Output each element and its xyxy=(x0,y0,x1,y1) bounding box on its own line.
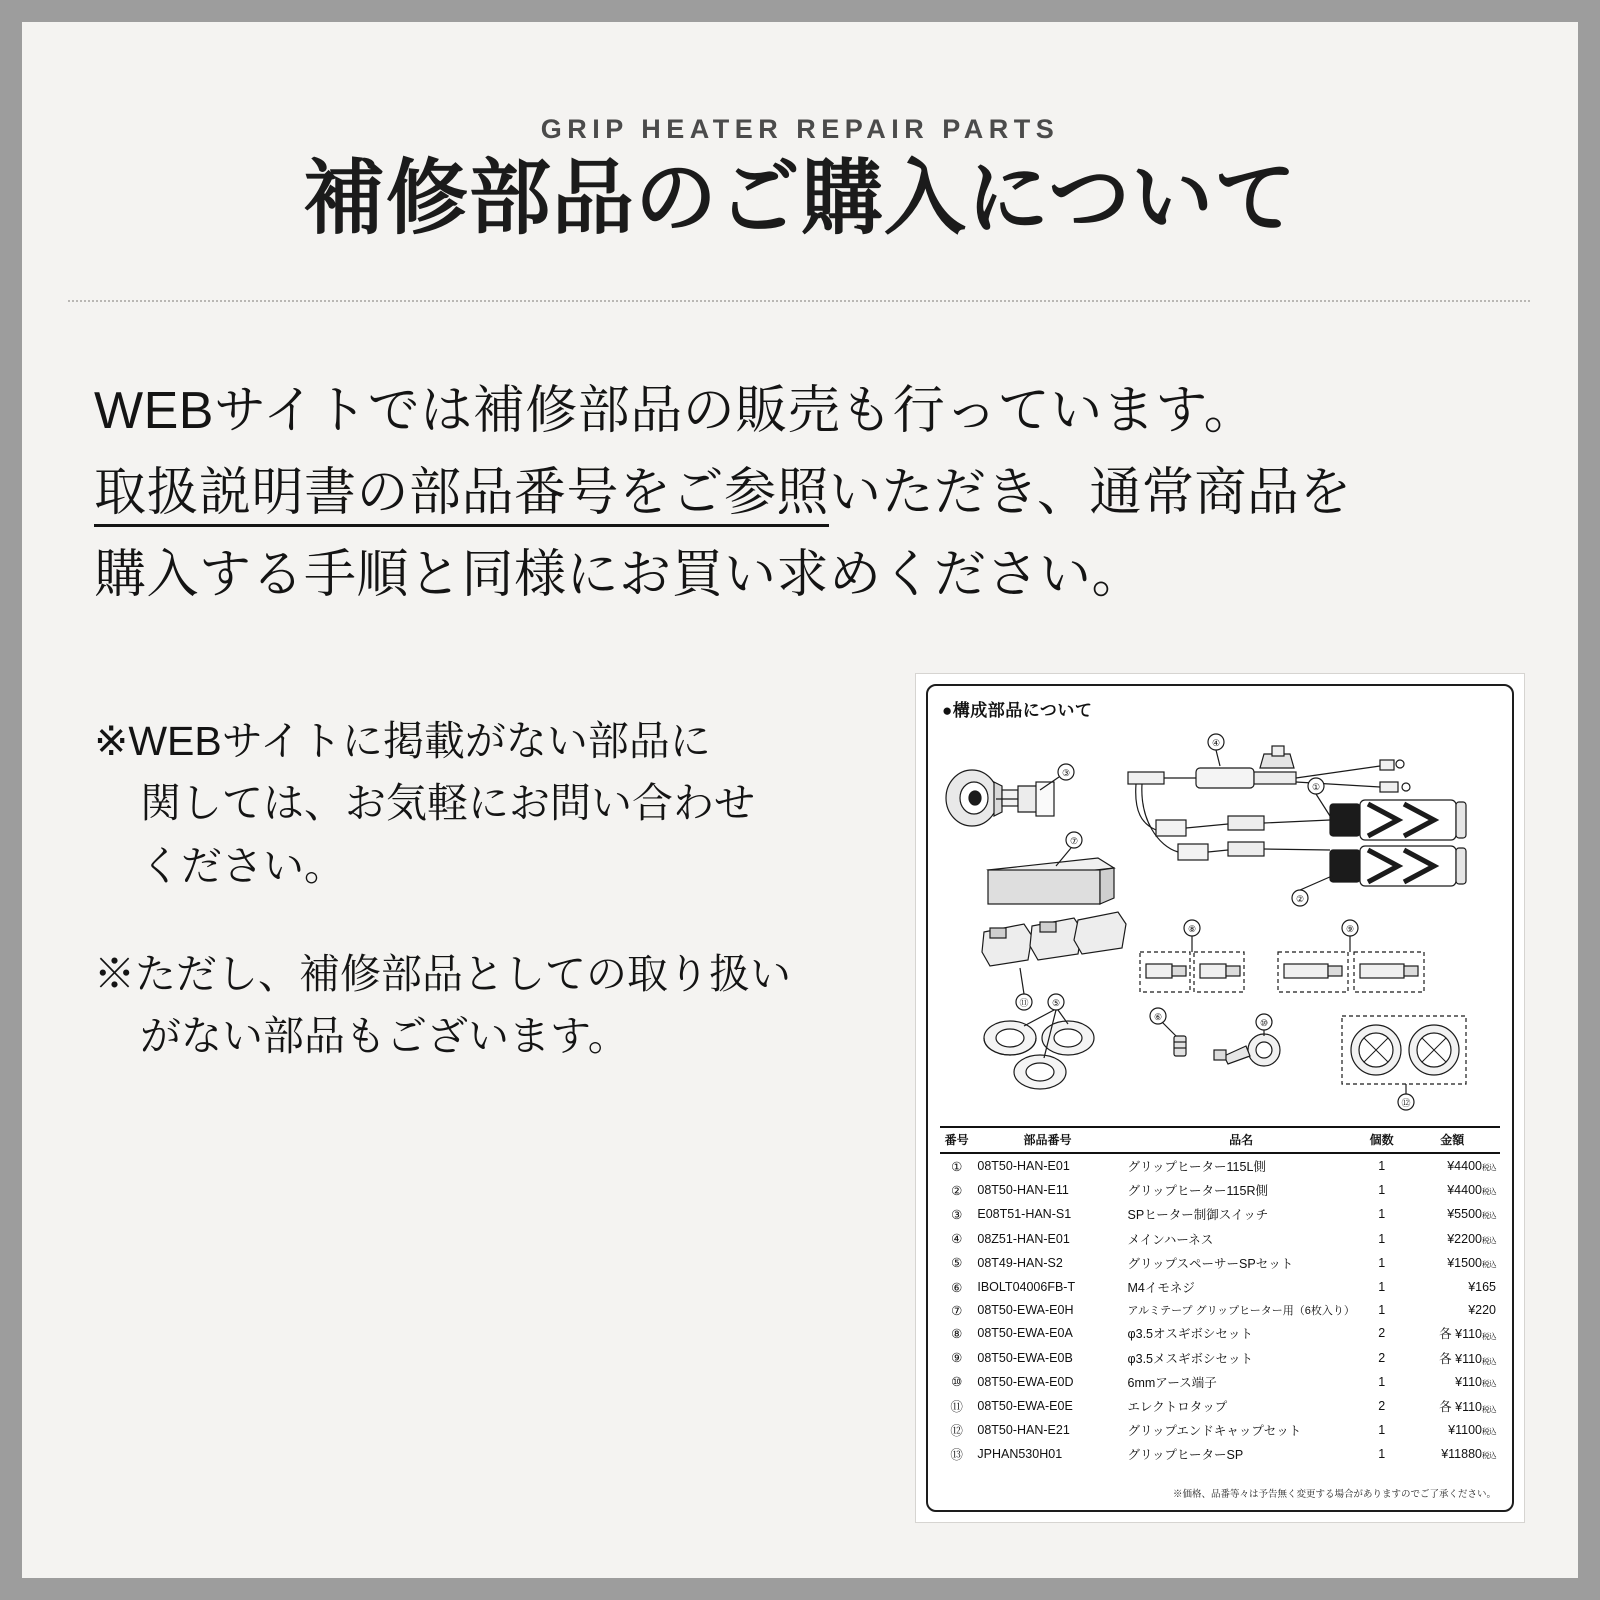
cell-price: ¥4400税込 xyxy=(1447,1183,1496,1198)
cell-part-name: 6mmアース端子 xyxy=(1127,1375,1217,1390)
cell-part-number: IBOLT04006FB-T xyxy=(977,1280,1076,1295)
notes-block xyxy=(94,710,894,1114)
cell-quantity: 1 xyxy=(1378,1231,1386,1246)
cell-part-number: 08T50-EWA-E0H xyxy=(977,1303,1074,1318)
cell-part-number: 08T50-HAN-E11 xyxy=(977,1183,1069,1198)
cell-price: ¥1500税込 xyxy=(1447,1255,1496,1270)
page-title: 補修部品のご購入について xyxy=(302,153,1298,244)
cell-price: 各 ¥110税込 xyxy=(1439,1399,1496,1414)
document-page xyxy=(22,22,1578,1578)
cell-part-name: エレクトロタップ xyxy=(1127,1399,1228,1414)
cell-quantity: 1 xyxy=(1378,1255,1386,1270)
table-row xyxy=(940,1227,1500,1251)
cell-part-name: M4イモネジ xyxy=(1127,1281,1195,1296)
table-row xyxy=(940,1202,1500,1226)
cell-no: ⑨ xyxy=(951,1351,963,1366)
cell-price: ¥2200税込 xyxy=(1447,1231,1496,1246)
main-harness-part xyxy=(1128,746,1410,792)
table-row xyxy=(940,1251,1500,1275)
table-row xyxy=(940,1153,1500,1178)
cell-part-number: 08T50-EWA-E0B xyxy=(977,1350,1073,1365)
svg-text:③: ③ xyxy=(1061,768,1071,778)
cell-no: ⑤ xyxy=(951,1256,963,1271)
note-marker: ※ただし、補修部品としての取り扱い xyxy=(94,950,791,997)
table-row xyxy=(940,1299,1500,1321)
cell-quantity: 1 xyxy=(1378,1374,1386,1389)
electro-tap-part xyxy=(982,912,1126,966)
note-marker: ※WEBサイトに掲載がない部品に xyxy=(94,718,711,764)
cell-price: 各 ¥110税込 xyxy=(1439,1351,1496,1366)
cell-no: ④ xyxy=(951,1232,963,1247)
cell-part-number: 08T50-HAN-E01 xyxy=(977,1159,1070,1174)
cell-part-name: φ3.5オスギボシセット xyxy=(1127,1327,1253,1342)
lead-line-1: WEBサイトでは補修部品の販売も行っています。 xyxy=(94,382,1257,440)
cell-no: ⑫ xyxy=(950,1424,963,1439)
header-quantity: 個数 xyxy=(1355,1127,1409,1153)
cell-quantity: 1 xyxy=(1378,1423,1386,1438)
cell-part-name: SPヒーター制御スイッチ xyxy=(1127,1208,1269,1223)
table-row xyxy=(940,1275,1500,1299)
divider xyxy=(68,300,1530,302)
cell-part-number: 08T50-HAN-E21 xyxy=(977,1423,1070,1438)
lead-line-2-rest: いただき、通常商品を xyxy=(829,464,1352,523)
cell-quantity: 2 xyxy=(1378,1350,1386,1365)
header-part-number: 部品番号 xyxy=(973,1127,1117,1153)
ring-terminal-part xyxy=(1214,1034,1280,1066)
note-item xyxy=(94,943,894,1068)
cell-part-name: グリップヒーター115L側 xyxy=(1127,1160,1266,1175)
svg-text:⑨: ⑨ xyxy=(1345,924,1355,934)
svg-text:①: ① xyxy=(1311,782,1321,792)
cell-quantity: 1 xyxy=(1378,1207,1386,1222)
parts-table xyxy=(940,1126,1500,1466)
cell-no: ⑪ xyxy=(950,1399,963,1414)
svg-text:⑩: ⑩ xyxy=(1259,1018,1269,1028)
cell-no: ① xyxy=(951,1159,963,1174)
svg-text:⑫: ⑫ xyxy=(1401,1098,1411,1108)
svg-text:②: ② xyxy=(1295,894,1305,904)
cell-no: ③ xyxy=(951,1207,963,1222)
cell-quantity: 2 xyxy=(1378,1326,1386,1341)
switch-part xyxy=(946,770,1054,826)
table-row xyxy=(940,1370,1500,1394)
cell-no: ⑦ xyxy=(951,1303,963,1318)
cell-part-number: 08T50-EWA-E0A xyxy=(977,1326,1073,1341)
note-body: がない部品もございます。 xyxy=(140,1013,629,1060)
set-screw-part xyxy=(1174,1036,1186,1056)
cell-quantity: 2 xyxy=(1378,1398,1386,1413)
cell-price: 各 ¥110税込 xyxy=(1439,1327,1496,1342)
cell-part-name: グリップエンドキャップセット xyxy=(1127,1424,1302,1439)
cell-part-name: アルミテープ グリップヒーター用（6枚入り） xyxy=(1127,1305,1355,1318)
svg-text:④: ④ xyxy=(1211,738,1221,748)
cell-price: ¥110税込 xyxy=(1455,1374,1496,1389)
cell-part-number: 08T49-HAN-S2 xyxy=(977,1255,1063,1270)
harness-branch xyxy=(1136,784,1330,860)
cell-price: ¥220 xyxy=(1468,1303,1496,1318)
table-row xyxy=(940,1346,1500,1370)
cell-no: ⑬ xyxy=(950,1448,963,1463)
cell-quantity: 1 xyxy=(1378,1159,1386,1174)
cell-price: ¥5500税込 xyxy=(1447,1207,1496,1222)
cell-no: ⑧ xyxy=(951,1326,963,1341)
card-inner xyxy=(926,684,1514,1512)
cell-part-name: グリップヒーターSP xyxy=(1127,1448,1244,1463)
cell-part-name: φ3.5メスギボシセット xyxy=(1127,1351,1253,1366)
cell-part-number: JPHAN530H01 xyxy=(977,1447,1063,1462)
note-item xyxy=(94,710,894,897)
table-header-row xyxy=(940,1127,1500,1153)
svg-text:⑦: ⑦ xyxy=(1069,836,1079,846)
cell-price: ¥4400税込 xyxy=(1447,1159,1496,1174)
header-price: 金額 xyxy=(1409,1127,1500,1153)
cell-no: ⑩ xyxy=(951,1375,963,1390)
cell-quantity: 1 xyxy=(1378,1280,1386,1295)
table-row xyxy=(940,1178,1500,1202)
table-row xyxy=(940,1442,1500,1466)
header-no: 番号 xyxy=(940,1127,973,1153)
cell-part-number: 08T50-EWA-E0E xyxy=(977,1398,1073,1413)
male-bullet-connector-part xyxy=(1140,952,1244,992)
header-part-name: 品名 xyxy=(1118,1127,1355,1153)
svg-text:⑧: ⑧ xyxy=(1187,924,1197,934)
cell-part-number: E08T51-HAN-S1 xyxy=(977,1207,1072,1222)
lead-line-2 xyxy=(94,452,1524,534)
cell-part-name: メインハーネス xyxy=(1127,1232,1214,1247)
table-row xyxy=(940,1418,1500,1442)
cell-price: ¥1100税込 xyxy=(1448,1423,1496,1438)
aluminium-tape-part xyxy=(988,858,1114,904)
cell-price: ¥11880税込 xyxy=(1441,1447,1496,1462)
cell-part-number: 08Z51-HAN-E01 xyxy=(977,1231,1070,1246)
lead-paragraph xyxy=(94,370,1524,616)
parts-diagram xyxy=(928,720,1512,1124)
cell-no: ⑥ xyxy=(951,1280,963,1295)
cell-quantity: 1 xyxy=(1378,1303,1386,1318)
svg-text:⑥: ⑥ xyxy=(1153,1012,1163,1022)
female-bullet-connector-part xyxy=(1278,952,1424,992)
note-body: 関しては、お気軽にお問い合わせ ください。 xyxy=(140,780,755,889)
cell-part-name: グリップヒーター115R側 xyxy=(1127,1184,1268,1199)
grip-spacer-part xyxy=(984,1021,1094,1089)
cell-part-name: グリップスペーサーSPセット xyxy=(1127,1256,1294,1271)
parts-diagram-card xyxy=(916,674,1524,1522)
lead-underlined-text: 取扱説明書の部品番号をご参照 xyxy=(94,464,829,527)
svg-text:⑪: ⑪ xyxy=(1019,998,1029,1008)
cell-quantity: 1 xyxy=(1378,1183,1386,1198)
table-footnote: ※価格、品番等々は予告無く変更する場合がありますのでご了承ください。 xyxy=(1172,1489,1496,1500)
card-title: ●構成部品について xyxy=(942,701,1093,720)
svg-text:⑤: ⑤ xyxy=(1051,998,1061,1008)
cell-quantity: 1 xyxy=(1378,1447,1386,1462)
table-row xyxy=(940,1394,1500,1418)
table-row xyxy=(940,1321,1500,1345)
cell-part-number: 08T50-EWA-E0D xyxy=(977,1374,1074,1389)
grip-heater-parts xyxy=(1330,800,1466,886)
end-cap-part xyxy=(1342,1016,1466,1084)
lead-line-3: 購入する手順と同様にお買い求めください。 xyxy=(94,546,1145,605)
eyebrow-label: GRIP HEATER REPAIR PARTS xyxy=(540,114,1060,144)
cell-price: ¥165 xyxy=(1468,1280,1496,1295)
cell-no: ② xyxy=(951,1183,963,1198)
